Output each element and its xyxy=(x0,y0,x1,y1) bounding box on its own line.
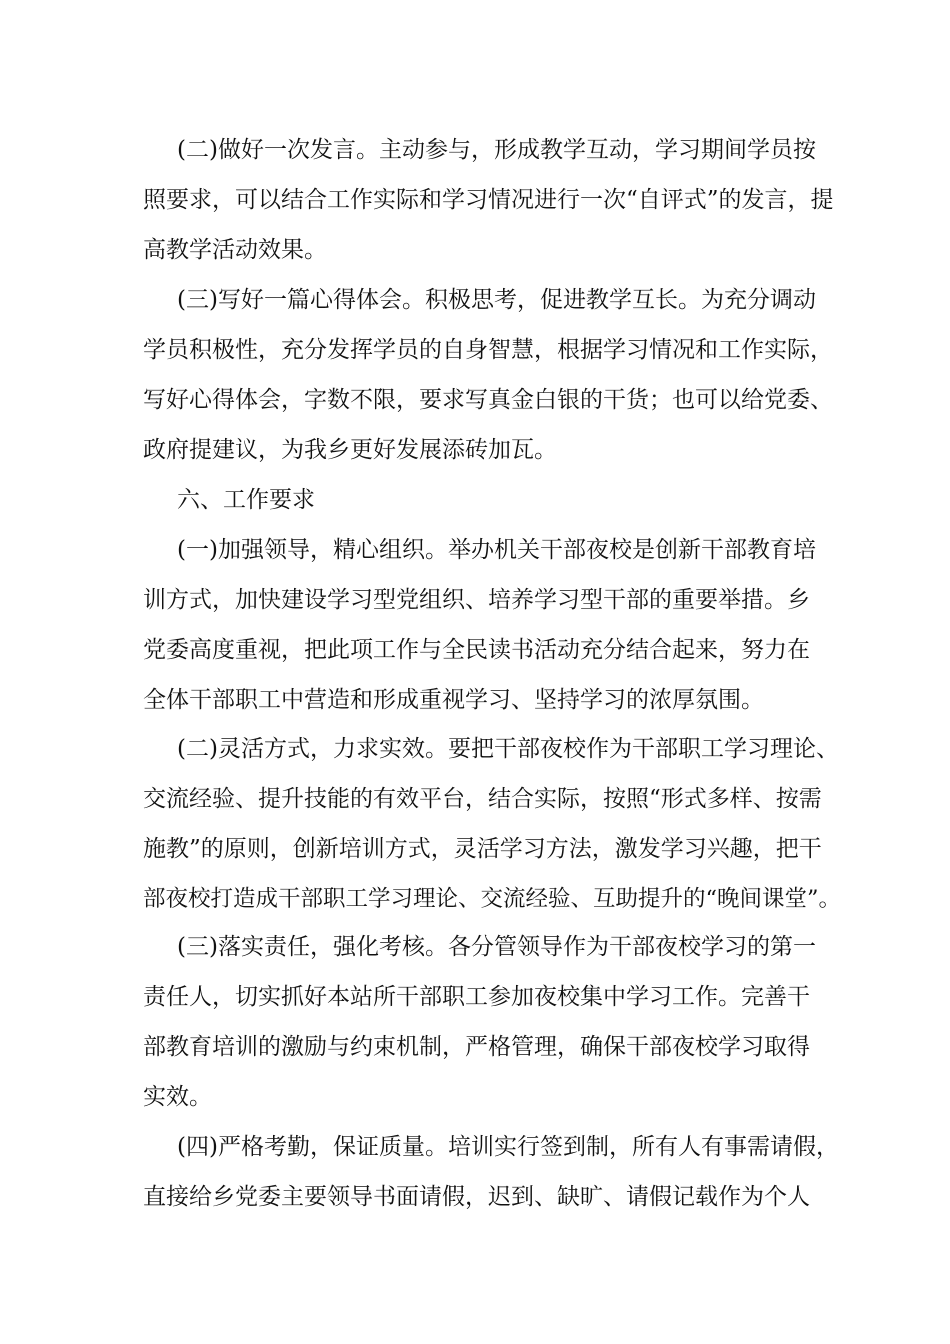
text-line: 实效。 xyxy=(143,1084,212,1110)
text-line: 部夜校打造成干部职工学习理论、交流经验、互助提升的“晚间课堂”。 xyxy=(143,886,842,912)
text-line: 照要求，可以结合工作实际和学习情况进行一次“自评式”的发言，提 xyxy=(143,187,834,213)
text-line: 政府提建议，为我乡更好发展添砖加瓦。 xyxy=(143,437,557,463)
text-line: 训方式，加快建设学习型党组织、培养学习型干部的重要举措。乡 xyxy=(143,587,810,613)
text-line: (二)做好一次发言。主动参与，形成教学互动，学习期间学员按 xyxy=(177,137,816,163)
text-line: 施教”的原则，创新培训方式，灵活学习方法，激发学习兴趣，把干 xyxy=(143,836,822,862)
text-line: (三)落实责任，强化考核。各分管领导作为干部夜校学习的第一 xyxy=(177,934,816,960)
text-line: 写好心得体会，字数不限，要求写真金白银的干货；也可以给党委、 xyxy=(143,387,833,413)
text-line: 学员积极性，充分发挥学员的自身智慧，根据学习情况和工作实际， xyxy=(143,337,833,363)
text-line: 高教学活动效果。 xyxy=(143,237,327,263)
section-heading: 六、工作要求 xyxy=(177,487,315,513)
text-line: (一)加强领导，精心组织。举办机关干部夜校是创新干部教育培 xyxy=(177,537,816,563)
text-line: (四)严格考勤，保证质量。培训实行签到制，所有人有事需请假， xyxy=(177,1134,839,1160)
text-line: (二)灵活方式，力求实效。要把干部夜校作为干部职工学习理论、 xyxy=(177,736,839,762)
text-line: (三)写好一篇心得体会。积极思考，促进教学互长。为充分调动 xyxy=(177,287,816,313)
text-line: 党委高度重视，把此项工作与全民读书活动充分结合起来，努力在 xyxy=(143,637,810,663)
text-line: 全体干部职工中营造和形成重视学习、坚持学习的浓厚氛围。 xyxy=(143,687,764,713)
text-line: 交流经验、提升技能的有效平台，结合实际，按照“形式多样、按需 xyxy=(143,786,822,812)
text-line: 责任人，切实抓好本站所干部职工参加夜校集中学习工作。完善干 xyxy=(143,984,810,1010)
text-line: 直接给乡党委主要领导书面请假，迟到、缺旷、请假记载作为个人 xyxy=(143,1184,810,1210)
text-line: 部教育培训的激励与约束机制，严格管理，确保干部夜校学习取得 xyxy=(143,1034,810,1060)
